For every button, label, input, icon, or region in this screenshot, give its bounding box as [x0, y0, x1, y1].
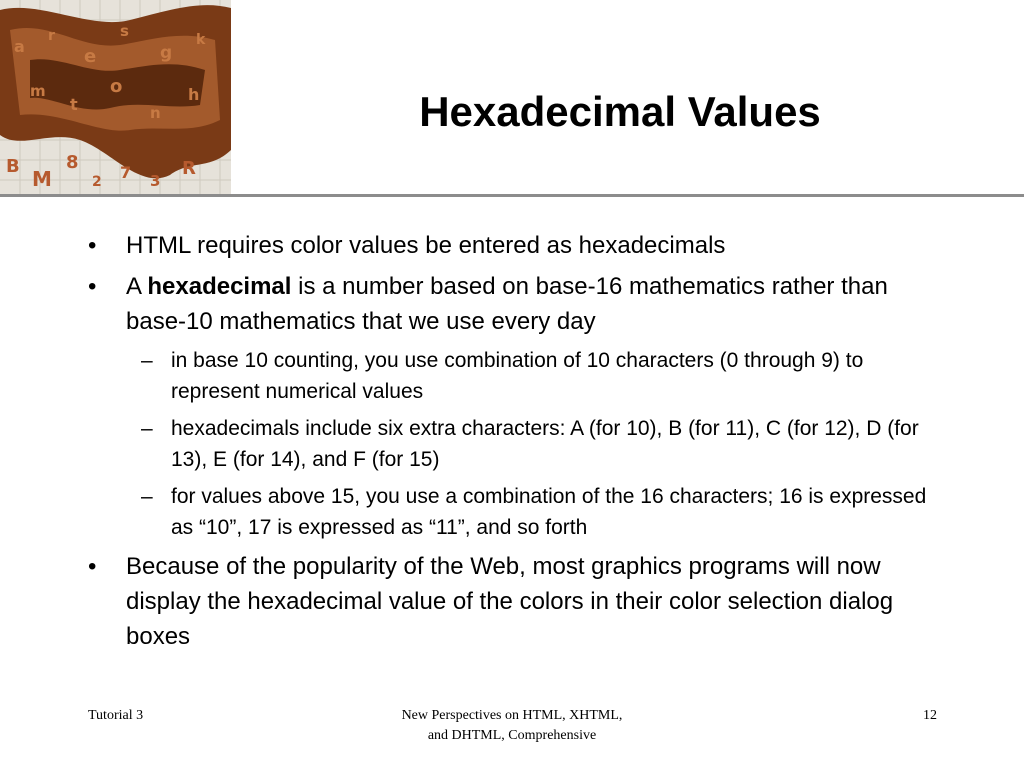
svg-text:h: h	[188, 85, 200, 104]
sub-bullet-text: for values above 15, you use a combination of the 16 characters; 16 is expressed as “10”, 17 is expressed as “11”, and so forth	[171, 485, 927, 539]
bullet-item	[88, 549, 926, 654]
footer-tutorial-label: Tutorial 3	[88, 708, 144, 723]
svg-text:R: R	[182, 158, 196, 179]
bullet-item	[88, 228, 926, 263]
sub-bullet-item	[141, 481, 931, 543]
footer-book-title-line2: and DHTML, Comprehensive	[427, 728, 597, 743]
svg-text:7: 7	[120, 163, 132, 182]
title-divider	[0, 194, 1024, 197]
svg-text:t: t	[70, 95, 78, 114]
bullet-mark: •	[88, 232, 97, 259]
slide-title: Hexadecimal Values	[419, 88, 821, 135]
slide-body	[0, 228, 1024, 660]
svg-text:n: n	[150, 104, 161, 122]
footer-page-number: 12	[923, 708, 937, 723]
svg-text:M: M	[32, 167, 52, 191]
bullet-mark: •	[88, 273, 97, 300]
bullet-text-suffix: is a number based on base-16 mathematics rather than base-10 mathematics that we use every day	[126, 273, 888, 335]
svg-text:s: s	[120, 22, 129, 40]
svg-text:m: m	[30, 82, 46, 100]
svg-text:r: r	[48, 28, 55, 44]
bullet-mark: •	[88, 553, 97, 580]
bullet-text: Because of the popularity of the Web, most graphics programs will now display the hexadecimal value of the colors in their color selection dialog boxes	[126, 553, 894, 650]
svg-text:e: e	[84, 46, 97, 67]
footer-book-title	[362, 706, 662, 746]
letters-collage-graphic	[0, 0, 231, 194]
sub-bullet-item	[141, 413, 931, 475]
svg-text:B: B	[6, 156, 20, 177]
footer-book-title-line1: New Perspectives on HTML, XHTML,	[401, 708, 623, 723]
bullet-text: HTML requires color values be entered as hexadecimals	[126, 232, 726, 259]
svg-text:k: k	[196, 32, 206, 48]
svg-text:a: a	[14, 37, 25, 56]
sub-bullet-item	[141, 345, 931, 407]
svg-text:o: o	[110, 76, 123, 97]
dash-mark: –	[141, 417, 153, 440]
svg-text:3: 3	[150, 172, 161, 190]
bullet-text-prefix: A	[126, 273, 148, 300]
svg-text:g: g	[160, 43, 173, 63]
dash-mark: –	[141, 349, 153, 372]
sub-bullet-text: hexadecimals include six extra characters: A (for 10), B (for 11), C (for 12), D (for 13), E (for 14), and F (for 15)	[171, 417, 919, 471]
bullet-bold-term: hexadecimal	[147, 273, 292, 300]
svg-text:2: 2	[92, 174, 102, 190]
dash-mark: –	[141, 485, 153, 508]
svg-text:8: 8	[66, 152, 79, 173]
sub-bullet-text: in base 10 counting, you use combination of 10 characters (0 through 9) to represent numerical values	[171, 349, 864, 403]
bullet-item	[88, 269, 926, 339]
decorative-letters-image	[0, 0, 231, 194]
